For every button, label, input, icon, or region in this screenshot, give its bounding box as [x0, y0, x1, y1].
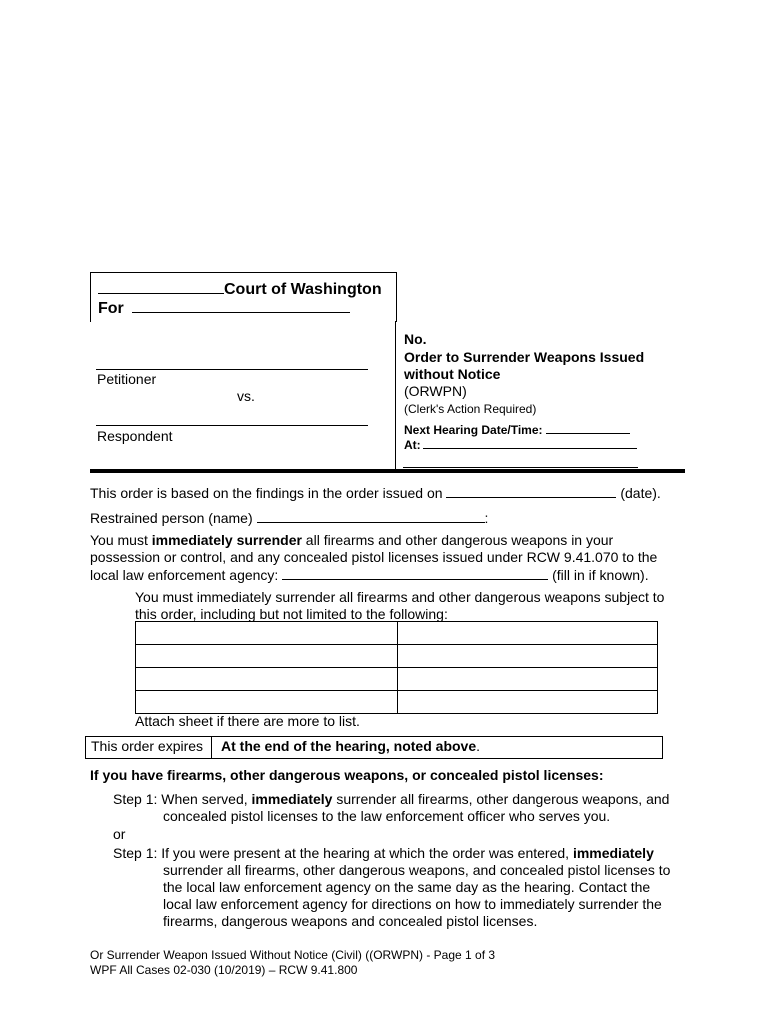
- must-surrender-paragraph: [90, 532, 690, 584]
- attach-note: Attach sheet if there are more to list.: [135, 713, 360, 729]
- subject-line1: You must immediately surrender all firearms and other dangerous weapons subject to: [135, 589, 665, 605]
- footer-line2: WPF All Cases 02-030 (10/2019) – RCW 9.41.800: [90, 963, 358, 977]
- weapon-cell[interactable]: [398, 622, 658, 645]
- respondent-label: Respondent: [97, 428, 173, 444]
- expires-label: This order expires: [91, 738, 204, 754]
- restrained-line: [90, 509, 488, 526]
- weapon-cell[interactable]: [398, 645, 658, 668]
- weapon-cell[interactable]: [136, 691, 398, 714]
- table-row: [136, 645, 658, 668]
- must-line1: You must immediately surrender all firearms and other dangerous weapons in your: [90, 532, 614, 548]
- step1-served: Step 1: When served, immediately surrender all firearms, other dangerous weapons, and concealed pistol licenses to the law enforcement officer who serves you.: [113, 791, 670, 824]
- order-title-line2: without Notice: [404, 366, 501, 382]
- hearing-line: [404, 422, 630, 437]
- at-label: At: [404, 438, 417, 452]
- agency-blank[interactable]: [282, 566, 548, 580]
- case-number-label: No.: [404, 331, 427, 347]
- weapon-cell[interactable]: [136, 622, 398, 645]
- page-footer: [90, 948, 495, 978]
- hearing-extra-line[interactable]: [403, 467, 638, 468]
- based-on-text: This order is based on the findings in the order issued on: [90, 485, 443, 501]
- expires-value-line: At the end of the hearing, noted above.: [221, 738, 481, 754]
- for-label: For: [98, 300, 124, 317]
- weapon-cell[interactable]: [136, 645, 398, 668]
- based-on-line: [90, 484, 661, 501]
- table-row: [136, 622, 658, 645]
- must-line2: possession or control, and any concealed pistol licenses issued under RCW 9.41.070 to the: [90, 549, 658, 565]
- weapons-table: [135, 621, 658, 714]
- subject-line2: this order, including but not limited to the following:: [135, 606, 448, 622]
- footer-line1: Or Surrender Weapon Issued Without Notice (Civil) ((ORWPN) - Page 1 of 3: [90, 948, 496, 962]
- firearms-heading: If you have firearms, other dangerous weapons, or concealed pistol licenses:: [90, 767, 604, 783]
- issue-date-blank[interactable]: [446, 484, 616, 498]
- for-line: [98, 299, 350, 318]
- court-name: Court of Washington: [224, 281, 382, 298]
- weapon-cell[interactable]: [398, 691, 658, 714]
- hearing-date-blank[interactable]: [546, 422, 630, 434]
- subject-paragraph: [135, 589, 675, 623]
- caption-divider: [395, 321, 396, 470]
- court-title: [98, 280, 382, 299]
- clerk-note: (Clerk's Action Required): [404, 402, 537, 416]
- or-label: or: [113, 826, 126, 842]
- restrained-label: Restrained person (name): [90, 510, 253, 526]
- restrained-name-blank[interactable]: [257, 509, 485, 523]
- respondent-line[interactable]: [96, 425, 368, 426]
- based-on-suffix: (date).: [620, 485, 661, 501]
- petitioner-line[interactable]: [96, 369, 368, 370]
- order-abbrev: (ORWPN): [404, 383, 467, 399]
- petitioner-label: Petitioner: [97, 371, 157, 387]
- must-line3: local law enforcement agency: (fill in if known).: [90, 567, 649, 583]
- restrained-suffix: :: [484, 510, 489, 526]
- weapon-cell[interactable]: [136, 668, 398, 691]
- vs-label: vs.: [237, 388, 255, 404]
- table-row: [136, 691, 658, 714]
- weapon-cell[interactable]: [398, 668, 658, 691]
- caption-rule: [90, 469, 685, 473]
- expires-value: At the end of the hearing, noted above: [221, 738, 477, 754]
- step1-present: Step 1: If you were present at the hearing at which the order was entered, immediately surrender all firearms, other dangerous weapons, and concealed pistol licenses to the local law enforcement agency on the same day as the hearing. Contact the local law enforcement agency for directions on how to immediately surrender the firearms, dangerous weapons and concealed pistol licenses.: [113, 845, 671, 929]
- at-line: At:: [404, 437, 637, 452]
- hearing-label: Next Hearing Date/Time:: [404, 423, 543, 437]
- county-blank[interactable]: [98, 280, 224, 294]
- order-title-line1: Order to Surrender Weapons Issued: [404, 349, 645, 365]
- for-blank[interactable]: [132, 299, 350, 313]
- table-row: [136, 668, 658, 691]
- at-blank[interactable]: [423, 437, 637, 449]
